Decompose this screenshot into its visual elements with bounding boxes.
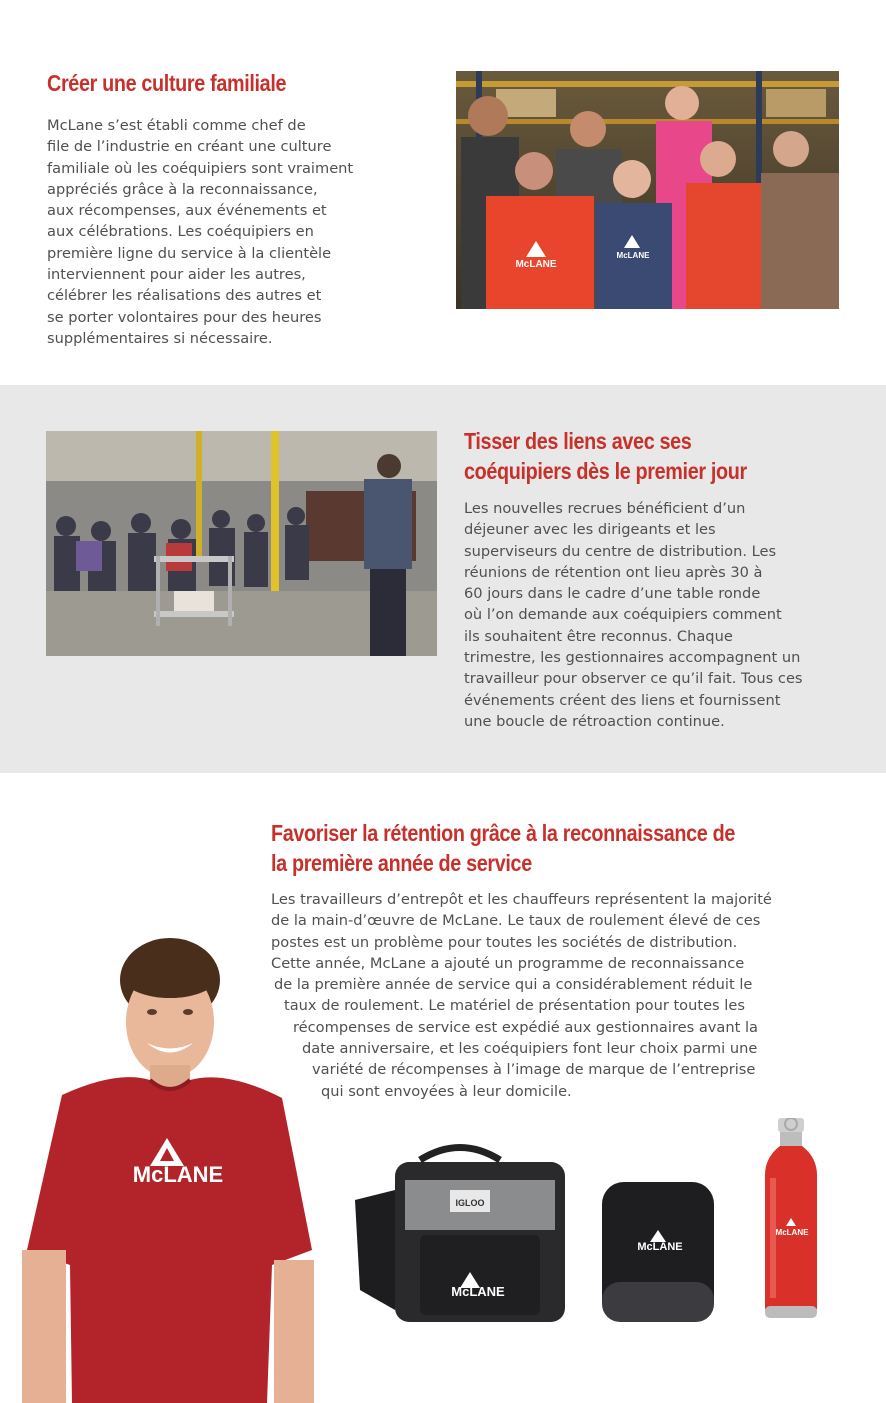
text-line: supplémentaires si nécessaire. (47, 329, 273, 347)
text-line: aux récompenses, aux événements et (47, 202, 327, 220)
meeting-photo (46, 431, 437, 656)
text-line: de la main-d’œuvre de McLane. Le taux de roulement élevé de ces (271, 912, 761, 930)
text-line: événements créent des liens et fournissent (464, 691, 781, 709)
heading-line: coéquipiers dès le premier jour (464, 458, 747, 484)
text-line: travailleur pour observer ce qu’il fait. Tous ces (464, 670, 803, 688)
heading-line: Favoriser la rétention grâce à la reconnaissance de (271, 820, 735, 846)
text-line: déjeuner avec les dirigeants et les (464, 521, 716, 539)
text-line: superviseurs du centre de distribution. Les (464, 542, 777, 560)
text-line: date anniversaire, et les coéquipiers font leur choix parmi une (302, 1040, 758, 1058)
bottle-logo: McLANE (775, 1228, 809, 1237)
text-line: réunions de rétention ont lieu après 30 à (464, 563, 763, 581)
cooler-logo: McLANE (451, 1284, 505, 1299)
section2-body (464, 498, 803, 732)
text-line: se porter volontaires pour des heures (47, 308, 322, 326)
text-line: qui sont envoyées à leur domicile. (321, 1082, 572, 1100)
text-line: Les nouvelles recrues bénéficient d’un (464, 500, 746, 517)
shirt-logo-text: McLANE (132, 1162, 224, 1187)
text-line: variété de récompenses à l’image de marque de l’entreprise (312, 1061, 756, 1079)
section2-heading (464, 426, 747, 486)
text-line: McLane s’est établi comme chef de (47, 117, 306, 134)
text-line: taux de roulement. Le matériel de présentation pour toutes les (284, 997, 745, 1015)
text-line: file de l’industrie en créant une culture (47, 138, 332, 156)
heading-line: la première année de service (271, 850, 532, 876)
svg-text:McLANE: McLANE (515, 259, 557, 270)
speaker-photo (602, 1182, 714, 1322)
text-line: appréciés grâce à la reconnaissance, (47, 180, 318, 198)
text-line: familiale où les coéquipiers sont vraiment (47, 159, 354, 177)
text-line: interviennent pour aider les autres, (47, 266, 306, 284)
team-photo (456, 71, 839, 309)
text-line: récompenses de service est expédié aux gestionnaires avant la (293, 1018, 758, 1036)
text-line: première ligne du service à la clientèle (47, 244, 332, 262)
employee-photo (22, 930, 317, 1403)
cooler-bag-photo (350, 1140, 572, 1330)
cooler-brand: IGLOO (455, 1198, 485, 1208)
heading-line: Tisser des liens avec ses (464, 428, 692, 454)
speaker-logo: McLANE (637, 1241, 683, 1253)
text-line: Les travailleurs d’entrepôt et les chauffeurs représentent la majorité (271, 891, 772, 908)
text-line: 60 jours dans le cadre d’une table ronde (464, 585, 761, 603)
text-line: où l’on demande aux coéquipiers comment (464, 606, 782, 624)
text-line: aux célébrations. Les coéquipiers en (47, 223, 314, 241)
section3-heading (271, 818, 735, 878)
text-line: célébrer les réalisations des autres et (47, 287, 322, 305)
text-line: de la première année de service qui a considérablement réduit le (274, 976, 753, 994)
text-line: trimestre, les gestionnaires accompagnent un (464, 649, 801, 667)
text-line: ils souhaitent être reconnus. Chaque (464, 627, 733, 645)
svg-text:McLANE: McLANE (616, 251, 650, 260)
section1-body (47, 115, 353, 349)
text-line: une boucle de rétroaction continue. (464, 712, 725, 730)
section3-body (271, 889, 772, 1102)
section1-heading: Créer une culture familiale (47, 70, 287, 96)
text-line: Cette année, McLane a ajouté un programme de reconnaissance (271, 954, 745, 972)
water-bottle-photo (762, 1118, 820, 1323)
text-line: postes est un problème pour toutes les sociétés de distribution. (271, 933, 738, 951)
